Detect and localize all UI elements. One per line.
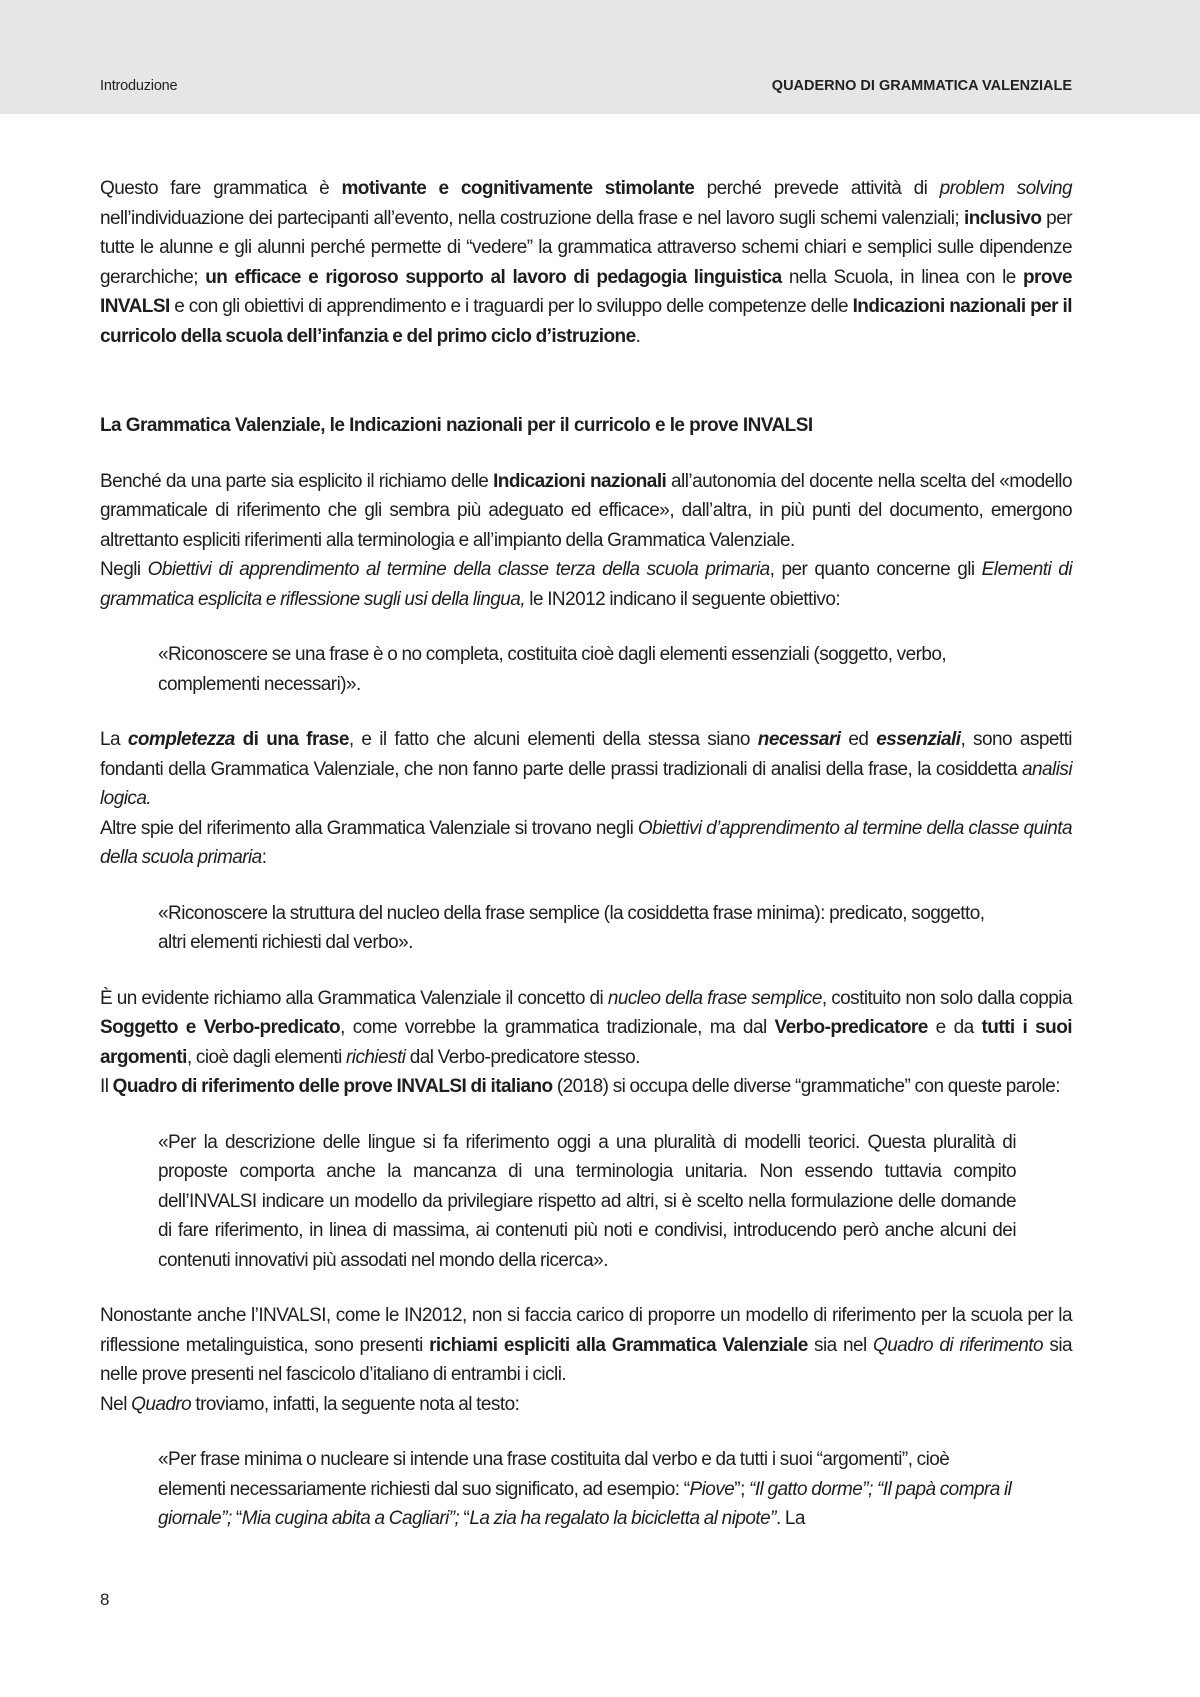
page-number: 8	[100, 1590, 110, 1609]
page-header	[0, 0, 1200, 114]
quote-frase-minima: «Per frase minima o nucleare si intende una frase costituita dal verbo e da tutti i suoi “argomenti”, cioè elementi necessariamente richiesti dal suo significato, ad esempio: “Piove”; “Il gatto dorme”; “Il papà compra il giornale”; “Mia cugina abita a Cagliari”; “La zia ha regalato la bicicletta al nipote”. La	[158, 1449, 1012, 1529]
quote-completezza: «Riconoscere se una frase è o no completa, costituita cioè dagli elementi essenziali (soggetto, verbo, complementi necessari)».	[158, 644, 947, 695]
paragraph-completezza: La completezza di una frase, e il fatto che alcuni elementi della stessa siano necessari ed essenziali, sono aspetti fondanti della Grammatica Valenziale, che non fanno parte delle prassi tradizionali di analisi della frase, la cosiddetta analisi logica.	[100, 729, 1072, 809]
paragraph-quadro-invalsi: Il Quadro di riferimento delle prove INVALSI di italiano (2018) si occupa delle diverse “grammatiche” con queste parole:	[100, 1076, 1060, 1097]
paragraph-indicazioni: Benché da una parte sia esplicito il richiamo delle Indicazioni nazionali all’autonomia del docente nella scelta del «modello grammaticale di riferimento che gli sembra più adeguato ed efficace», dall’altra, in più punti del documento, emergono altrettanto espliciti riferimenti alla terminologia e all’impianto della Grammatica Valenziale.	[100, 470, 1072, 551]
paragraph-nucleo: È un evidente richiamo alla Grammatica Valenziale il concetto di nucleo della frase semplice, costituito non solo dalla coppia Soggetto e Verbo-predicato, come vorrebbe la grammatica tradizionale, ma dal Verbo-predicatore e da tutti i suoi argomenti, cioè dagli elementi richiesti dal Verbo-predicatore stesso.	[100, 987, 1072, 1068]
quote-grammatiche: «Per la descrizione delle lingue si fa riferimento oggi a una pluralità di modelli teorici. Questa pluralità di proposte comporta anche la mancanza di una terminologia unitaria. Non essendo tuttavia compito dell’INVALSI indicare un modello da privilegiare rispetto ad altri, si è scelto nella formulazione delle domande di fare riferimento, in linea di massima, ai contenuti più noti e condivisi, introducendo però anche alcuni dei contenuti innovativi più assodati nel mondo della ricerca».	[158, 1131, 1016, 1271]
paragraph-invalsi-richiami: Nonostante anche l’INVALSI, come le IN2012, non si faccia carico di proporre un modello di riferimento per la scuola per la riflessione metalinguistica, sono presenti richiami espliciti alla Grammatica Valenziale sia nel Quadro di riferimento sia nelle prove presenti nel fascicolo d’italiano di entrambi i cicli.	[100, 1305, 1073, 1385]
paragraph-obiettivi-quinta: Altre spie del riferimento alla Grammatica Valenziale si trovano negli Obiettivi d’apprendimento al termine della classe quinta della scuola primaria:	[100, 817, 1072, 868]
header-book-title: QUADERNO DI GRAMMATICA VALENZIALE	[771, 78, 1072, 94]
paragraph-nota-quadro: Nel Quadro troviamo, infatti, la seguente nota al testo:	[100, 1393, 520, 1415]
quote-nucleo: «Riconoscere la struttura del nucleo della frase semplice (la cosiddetta frase minima): predicato, soggetto, altri elementi richiesti dal verbo».	[158, 902, 985, 953]
page-body	[100, 174, 1072, 1534]
header-section-title: Introduzione	[100, 78, 178, 94]
paragraph-obiettivi-terza: Negli Obiettivi di apprendimento al termine della classe terza della scuola primaria, per quanto concerne gli Elementi di grammatica esplicita e riflessione sugli usi della lingua, le IN2012 indicano il seguente obiettivo:	[100, 559, 1072, 610]
paragraph-intro: Questo fare grammatica è motivante e cognitivamente stimolante perché prevede attività di problem solving nell’individuazione dei partecipanti all’evento, nella costruzione della frase e nel lavoro sugli schemi valenziali; inclusivo per tutte le alunne e gli alunni perché permette di “vedere” la grammatica attraverso schemi chiari e semplici sulle dipendenze gerarchiche; un efficace e rigoroso supporto al lavoro di pedagogia linguistica nella Scuola, in linea con le prove INVALSI e con gli obiettivi di apprendimento e i traguardi per lo sviluppo delle competenze delle Indicazioni nazionali per il curricolo della scuola dell’infanzia e del primo ciclo d’istruzione.	[100, 178, 1072, 347]
section-heading: La Grammatica Valenziale, le Indicazioni nazionali per il curricolo e le prove INVALSI	[100, 415, 813, 436]
